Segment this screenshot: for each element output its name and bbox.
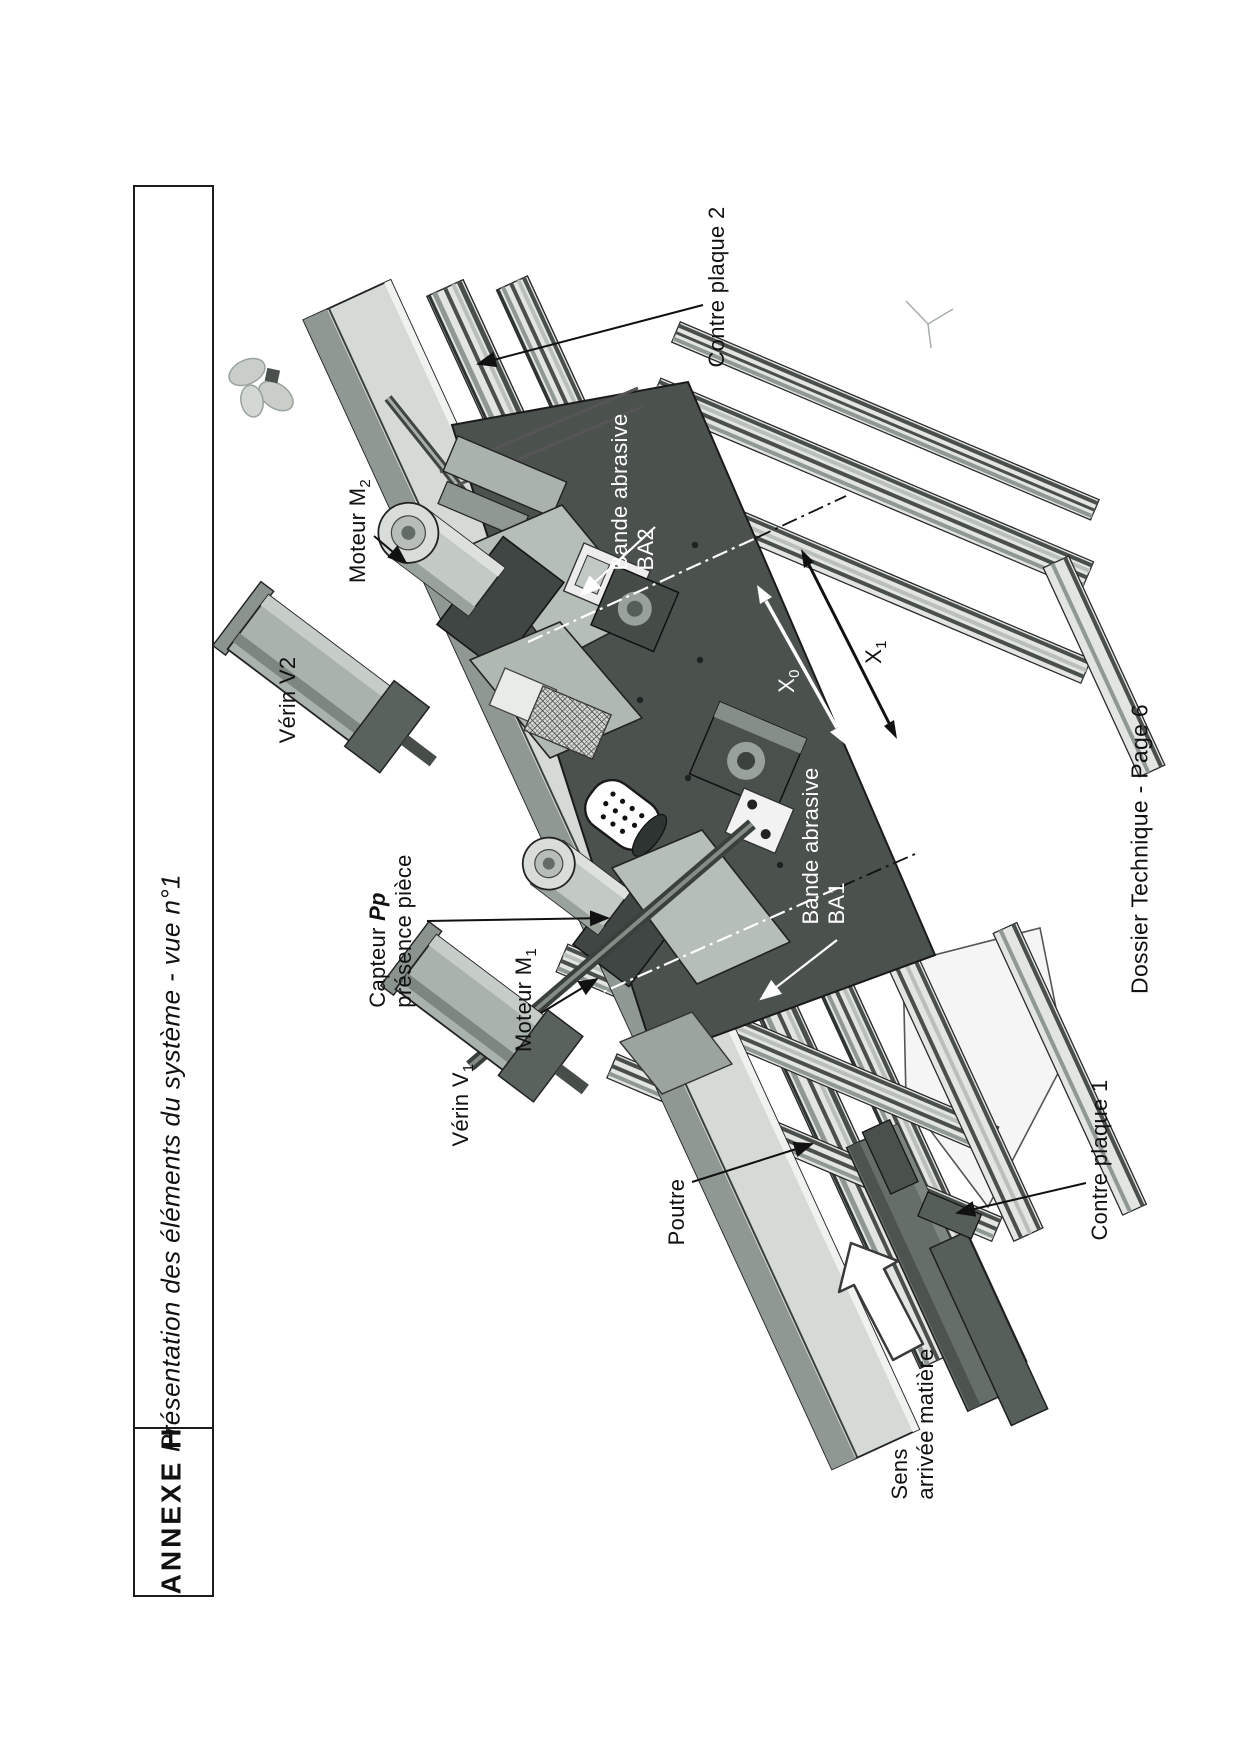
label-moteur-m2 <box>345 479 375 583</box>
axes-icon <box>906 301 953 348</box>
label-bande-abrasive-ba2 <box>607 413 659 570</box>
label-text: X <box>861 648 887 664</box>
label-line: BA2 <box>633 528 658 571</box>
label-verin-v1 <box>448 1064 478 1147</box>
label-sens-arrivee <box>887 1348 939 1499</box>
label-contre-plaque-2: Contre plaque 2 <box>704 206 730 368</box>
label-subscript: 1 <box>460 1063 478 1073</box>
label-contre-plaque-1: Contre plaque 1 <box>1087 1079 1113 1241</box>
label-line: Bande abrasive <box>607 413 633 571</box>
label-subscript: 1 <box>523 948 541 957</box>
logo-icon <box>225 353 299 419</box>
label-text: Moteur M <box>511 956 537 1052</box>
label-text: Vérin V <box>448 1072 474 1147</box>
annexe-label: ANNEXE H <box>155 1425 187 1595</box>
label-line: arrivée matière <box>913 1348 938 1500</box>
label-x1 <box>861 640 891 664</box>
page-title: Présentation des éléments du système - vue n°1 <box>155 874 186 1452</box>
label-subscript: 1 <box>873 640 891 649</box>
label-line: Sens <box>887 1448 913 1500</box>
label-subscript: 0 <box>786 669 804 678</box>
label-subscript: 2 <box>357 479 375 488</box>
label-verin-v2: Vérin V2 <box>275 656 301 744</box>
label-text: X <box>774 677 800 693</box>
label-line: Bande abrasive <box>798 767 824 925</box>
label-moteur-m1 <box>511 948 541 1052</box>
page-footer: Dossier Technique - Page 6 <box>1126 704 1153 994</box>
label-text: Moteur M <box>345 487 371 583</box>
label-poutre: Poutre <box>664 1178 690 1246</box>
label-line: présence pièce <box>391 854 416 1008</box>
label-line: Capteur Pp <box>365 892 391 1008</box>
label-line: BA1 <box>824 882 849 925</box>
label-capteur-pp <box>365 854 417 1007</box>
label-bande-abrasive-ba1 <box>798 767 850 924</box>
verin-v2-cylinder <box>212 581 458 795</box>
label-x0 <box>774 669 804 693</box>
sensor-name: Pp <box>365 892 391 921</box>
